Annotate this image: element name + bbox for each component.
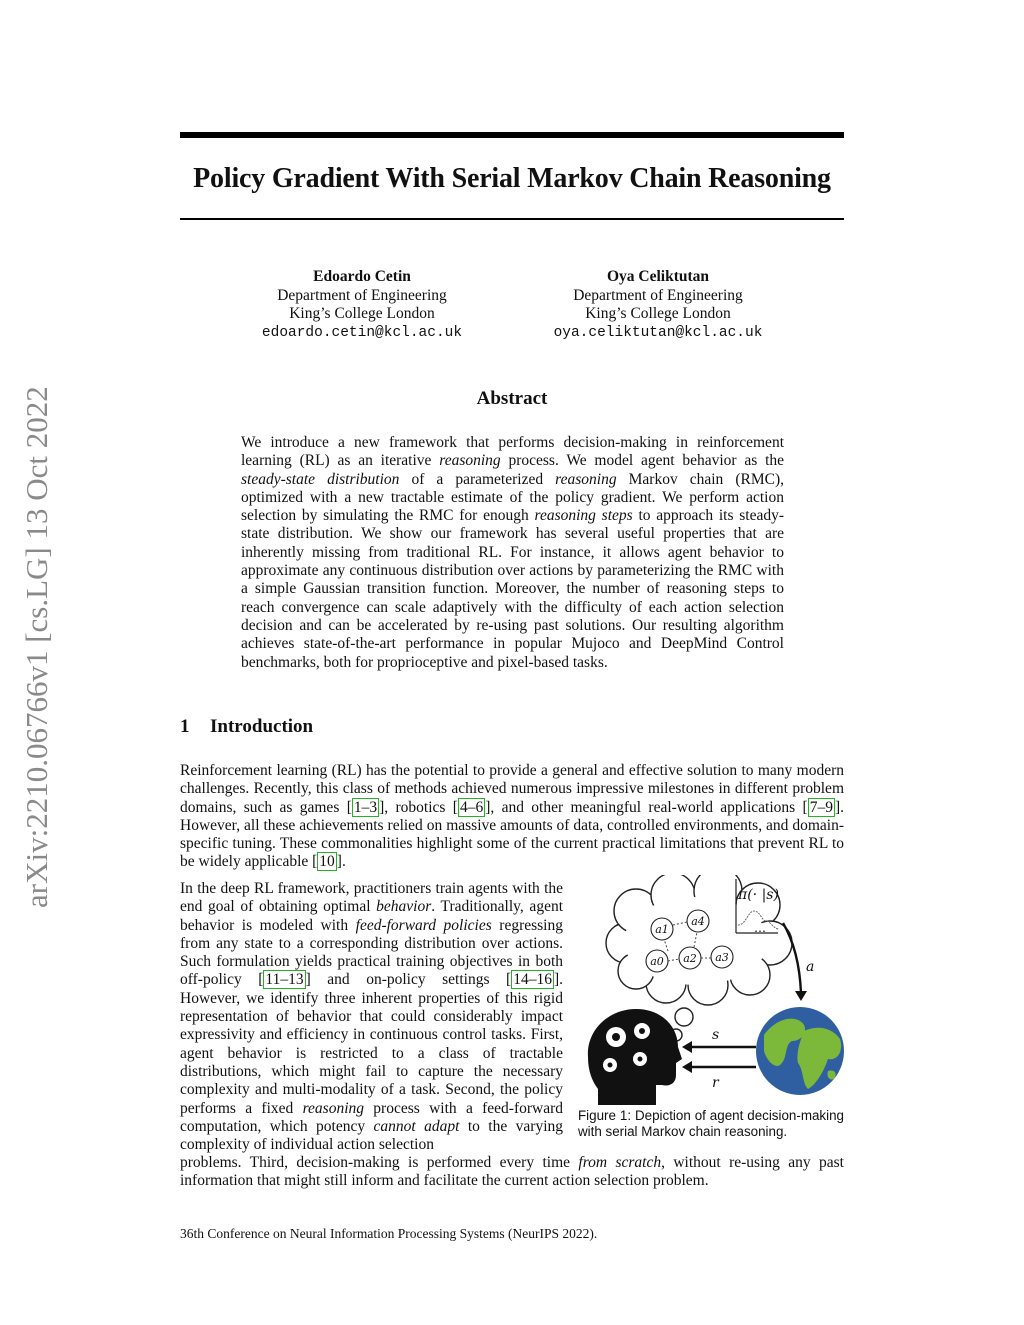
citation-link[interactable]: 11–13 [265, 971, 304, 989]
intro-paragraph-2: In the deep RL framework, practitioners train agents with the end goal of obtaining optimal behavior. Traditionally, agent behavior is modeled with feed-forward policies regressing from any state to a corresponding distribution over actions. Such formulation yields practical training objectives in both off-policy [ 11–13 ] and on-policy settings [ 14–16 ]. However, we identify three inherent properties of this rigid representation of behavior that could considerably impact expressivity and efficiency in continuous control tasks. First, agent behavior is restricted to a class of tractable distributions, which might fail to capture the necessary complexity and multi-modality of a task. Second, the policy performs a fixed reasoning process with a feed-forward computation, which potency cannot adapt to the varying complexity of individual action selection [180, 880, 564, 1154]
author-institution: King’s College London [585, 305, 731, 322]
action-label: a [806, 959, 815, 975]
author-institution: King’s College London [289, 305, 435, 322]
arxiv-identifier: arXiv:2210.06766v1 [cs.LG] 13 Oct 2022 [19, 386, 54, 908]
title-top-rule [180, 132, 844, 138]
chain-node-label: a4 [691, 915, 705, 928]
author-department: Department of Engineering [573, 286, 743, 304]
reward-arrowhead [682, 1061, 692, 1073]
citation-link[interactable]: 4–6 [459, 798, 484, 816]
dots-label: ⋯ [754, 924, 766, 938]
abstract-body: We introduce a new framework that performs decision-making in reinforcement learning (RL) as an iterative reasoning process. We model agent behavior as the steady-state distribution of a parameterized reasoning Markov chain (RMC), optimized with a new tractable estimate of the policy gradient. We perform action selection by simulating the RMC for enough reasoning steps to approach its steady-state distribution. We show our framework has several useful properties that are inherently missing from traditional RL. For instance, it allows agent behavior to approximate any continuous distribution over actions by parameterizing the RMC with a simple Gaussian transition function. Moreover, the number of reasoning steps to reach convergence can scale adaptively with the difficulty of each action selection decision and can be accelerated by re-using past solutions. Our resulting algorithm achieves state-of-the-art performance in popular Mujoco and DeepMind Control benchmarks, both for proprioceptive and pixel-based tasks. [241, 434, 785, 671]
citation-link[interactable]: 10 [319, 853, 335, 871]
environment-globe-icon [756, 1007, 844, 1095]
section-number: 1 [180, 716, 190, 737]
reward-label: r [712, 1075, 719, 1091]
title-bottom-rule [180, 218, 844, 220]
author-block-1 [197, 268, 527, 342]
intro-paragraph-3: problems. Third, decision-making is performed every time from scratch, without re-using any past information that might still inform and facilitate the current action selection problem. [180, 1154, 844, 1190]
chain-node-label: a3 [715, 951, 729, 964]
section-heading [180, 716, 313, 738]
abstract-heading: Abstract [476, 388, 548, 409]
author-name: Edoardo Cetin [313, 268, 411, 285]
citation-link[interactable]: 14–16 [513, 971, 552, 989]
agent-head-icon [588, 1009, 682, 1105]
author-email: edoardo.cetin@kcl.ac.uk [261, 324, 463, 341]
chain-node-label: a2 [683, 952, 697, 965]
policy-label: π(· |s) [738, 887, 779, 903]
figure-1-diagram [578, 875, 844, 1107]
author-email: oya.celiktutan@kcl.ac.uk [553, 324, 763, 341]
section-title: Introduction [210, 716, 314, 737]
intro-paragraph-1: Reinforcement learning (RL) has the potential to provide a general and effective solution to many modern challenges. Recently, this class of methods achieved numerous impressive milestones in different problem domains, such as games [ 1–3 ], robotics [ 4–6 ], and other meaningful real-world applications [ 7–9 ]. However, all these achievements relied on massive amounts of data, controlled environments, and domain-specific tuning. These commonalities highlight some of the current practical limitations that prevent RL to be widely applicable [ 10 ]. [180, 762, 845, 871]
thought-bubble [675, 1008, 693, 1026]
action-arrowhead [795, 991, 807, 1001]
chain-node-label: a1 [655, 923, 669, 936]
author-department: Department of Engineering [277, 286, 447, 304]
author-block-2 [493, 268, 823, 342]
chain-node-label: a0 [650, 955, 664, 968]
state-label: s [712, 1027, 720, 1043]
author-name: Oya Celiktutan [606, 268, 710, 285]
figure-1 [578, 875, 844, 1107]
state-arrowhead [682, 1041, 692, 1053]
paper-title: Policy Gradient With Serial Markov Chain Reasoning [193, 163, 831, 194]
figure-caption: Figure 1: Depiction of agent decision-making with serial Markov chain reasoning. [578, 1108, 844, 1139]
conference-footer: 36th Conference on Neural Information Processing Systems (NeurIPS 2022). [180, 1226, 598, 1241]
citation-link[interactable]: 7–9 [809, 798, 833, 816]
citation-link[interactable]: 1–3 [353, 798, 378, 816]
